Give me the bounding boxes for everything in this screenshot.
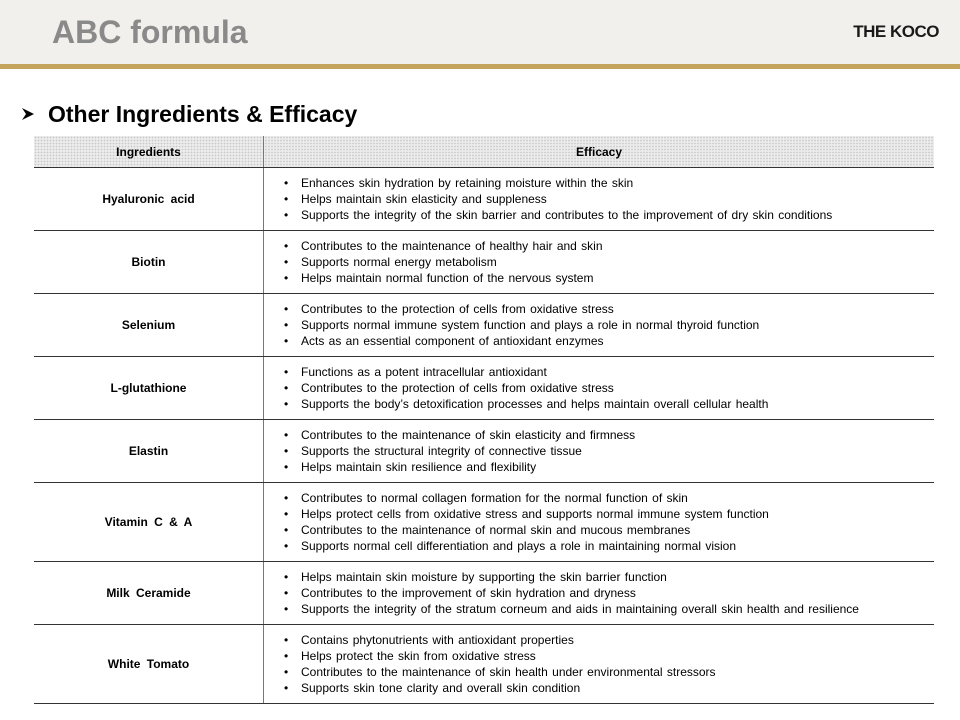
efficacy-item: • Contributes to the protection of cells from oxidative stress [284, 301, 934, 317]
efficacy-list [284, 364, 934, 412]
efficacy-item: • Contributes to normal collagen formation for the normal function of skin [284, 490, 934, 506]
efficacy-cell [264, 562, 935, 625]
efficacy-list [284, 490, 934, 554]
efficacy-cell [264, 294, 935, 357]
efficacy-item: • Supports the body’s detoxification processes and helps maintain overall cellular health [284, 396, 934, 412]
efficacy-item: • Enhances skin hydration by retaining moisture within the skin [284, 175, 934, 191]
efficacy-cell [264, 483, 935, 562]
efficacy-item: • Contributes to the maintenance of healthy hair and skin [284, 238, 934, 254]
efficacy-item: • Contains phytonutrients with antioxidant properties [284, 632, 934, 648]
table-header-row [34, 136, 934, 168]
efficacy-item: • Contributes to the improvement of skin hydration and dryness [284, 585, 934, 601]
table-row [34, 625, 934, 704]
efficacy-item: • Helps maintain skin resilience and flexibility [284, 459, 934, 475]
ingredient-name: L-glutathione [34, 357, 264, 420]
efficacy-item: • Contributes to the maintenance of normal skin and mucous membranes [284, 522, 934, 538]
table-row [34, 483, 934, 562]
efficacy-item: • Acts as an essential component of antioxidant enzymes [284, 333, 934, 349]
table-row [34, 562, 934, 625]
efficacy-item: • Supports the integrity of the skin barrier and contributes to the improvement of dry skin conditions [284, 207, 934, 223]
section-heading [20, 101, 357, 128]
ingredient-name: Vitamin C & A [34, 483, 264, 562]
efficacy-item: • Supports the structural integrity of connective tissue [284, 443, 934, 459]
efficacy-item: • Supports normal immune system function and plays a role in normal thyroid function [284, 317, 934, 333]
table-row [34, 357, 934, 420]
table-row [34, 420, 934, 483]
column-header-ingredients: Ingredients [34, 136, 264, 168]
efficacy-list [284, 632, 934, 696]
efficacy-item: • Supports normal cell differentiation and plays a role in maintaining normal vision [284, 538, 934, 554]
efficacy-cell [264, 357, 935, 420]
table-row [34, 168, 934, 231]
header-divider [0, 64, 960, 69]
efficacy-item: • Contributes to the maintenance of skin elasticity and firmness [284, 427, 934, 443]
efficacy-item: • Functions as a potent intracellular antioxidant [284, 364, 934, 380]
efficacy-cell [264, 168, 935, 231]
ingredient-name: Elastin [34, 420, 264, 483]
table-row [34, 231, 934, 294]
ingredients-table [34, 136, 934, 704]
brand-logo: THE KOCO [853, 22, 939, 41]
ingredient-name: White Tomato [34, 625, 264, 704]
ingredient-name: Biotin [34, 231, 264, 294]
efficacy-item: • Helps maintain skin elasticity and suppleness [284, 191, 934, 207]
efficacy-cell [264, 625, 935, 704]
arrowhead-bullet-icon [20, 101, 36, 128]
efficacy-list [284, 238, 934, 286]
efficacy-item: • Contributes to the protection of cells from oxidative stress [284, 380, 934, 396]
efficacy-item: • Helps protect cells from oxidative stress and supports normal immune system function [284, 506, 934, 522]
slide-title: ABC formula [52, 14, 248, 50]
section-title: Other Ingredients & Efficacy [48, 101, 358, 127]
ingredient-name: Selenium [34, 294, 264, 357]
ingredient-name: Milk Ceramide [34, 562, 264, 625]
efficacy-list [284, 301, 934, 349]
ingredient-name: Hyaluronic acid [34, 168, 264, 231]
efficacy-item: • Helps maintain normal function of the nervous system [284, 270, 934, 286]
efficacy-item: • Supports skin tone clarity and overall skin condition [284, 680, 934, 696]
table-row [34, 294, 934, 357]
efficacy-list [284, 427, 934, 475]
column-header-efficacy: Efficacy [264, 136, 935, 168]
efficacy-cell [264, 420, 935, 483]
efficacy-item: • Helps maintain skin moisture by supporting the skin barrier function [284, 569, 934, 585]
efficacy-list [284, 175, 934, 223]
efficacy-item: • Supports the integrity of the stratum corneum and aids in maintaining overall skin health and resilience [284, 601, 934, 617]
efficacy-item: • Helps protect the skin from oxidative stress [284, 648, 934, 664]
slide-header [0, 0, 960, 64]
efficacy-item: • Contributes to the maintenance of skin health under environmental stressors [284, 664, 934, 680]
efficacy-cell [264, 231, 935, 294]
efficacy-list [284, 569, 934, 617]
efficacy-item: • Supports normal energy metabolism [284, 254, 934, 270]
